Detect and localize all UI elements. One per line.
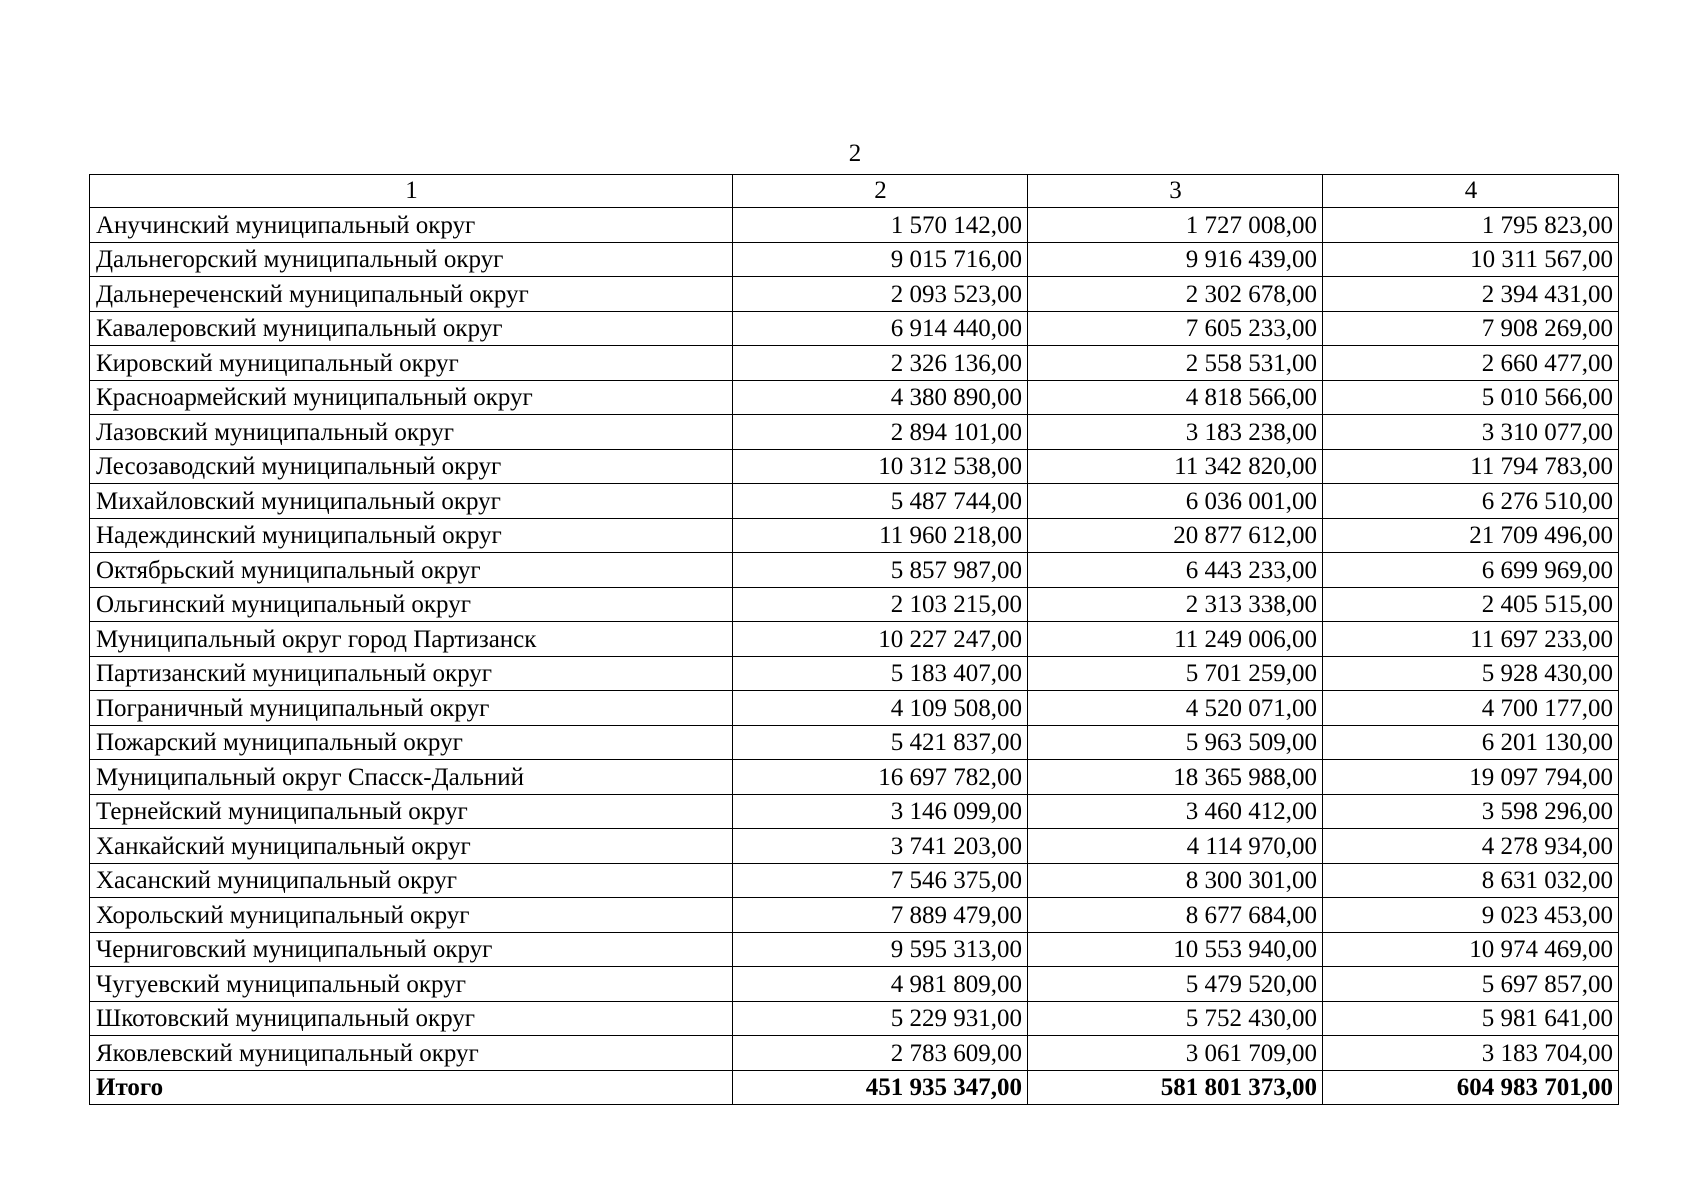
amount-cell: 11 960 218,00 [733, 518, 1028, 553]
amount-cell: 11 794 783,00 [1323, 449, 1619, 484]
district-name-cell: Ханкайский муниципальный округ [90, 829, 733, 864]
amount-cell: 7 546 375,00 [733, 863, 1028, 898]
amount-cell: 4 380 890,00 [733, 380, 1028, 415]
amount-cell: 2 103 215,00 [733, 587, 1028, 622]
total-label-cell: Итого [90, 1070, 733, 1105]
amount-cell: 7 908 269,00 [1323, 311, 1619, 346]
column-number-header: 2 [733, 175, 1028, 208]
amount-cell: 10 974 469,00 [1323, 932, 1619, 967]
amount-cell: 6 699 969,00 [1323, 553, 1619, 588]
table-row [90, 967, 1619, 1002]
district-name-cell: Дальнереченский муниципальный округ [90, 277, 733, 312]
amount-cell: 6 914 440,00 [733, 311, 1028, 346]
amount-cell: 5 487 744,00 [733, 484, 1028, 519]
amount-cell: 6 276 510,00 [1323, 484, 1619, 519]
amount-cell: 5 183 407,00 [733, 656, 1028, 691]
amount-cell: 8 300 301,00 [1028, 863, 1323, 898]
amount-cell: 3 741 203,00 [733, 829, 1028, 864]
table-row [90, 1001, 1619, 1036]
table-row [90, 449, 1619, 484]
district-name-cell: Пограничный муниципальный округ [90, 691, 733, 726]
district-name-cell: Надеждинский муниципальный округ [90, 518, 733, 553]
allocation-table [89, 174, 1619, 1105]
district-name-cell: Пожарский муниципальный округ [90, 725, 733, 760]
district-name-cell: Хорольский муниципальный округ [90, 898, 733, 933]
column-number-header: 3 [1028, 175, 1323, 208]
amount-cell: 4 520 071,00 [1028, 691, 1323, 726]
page-number: 2 [848, 140, 862, 167]
amount-cell: 9 015 716,00 [733, 242, 1028, 277]
table-row [90, 1036, 1619, 1071]
district-name-cell: Чугуевский муниципальный округ [90, 967, 733, 1002]
amount-cell: 3 146 099,00 [733, 794, 1028, 829]
amount-cell: 2 093 523,00 [733, 277, 1028, 312]
table-row [90, 932, 1619, 967]
amount-cell: 9 916 439,00 [1028, 242, 1323, 277]
amount-cell: 5 701 259,00 [1028, 656, 1323, 691]
table-row [90, 656, 1619, 691]
amount-cell: 4 981 809,00 [733, 967, 1028, 1002]
amount-cell: 19 097 794,00 [1323, 760, 1619, 795]
amount-cell: 16 697 782,00 [733, 760, 1028, 795]
amount-cell: 10 227 247,00 [733, 622, 1028, 657]
amount-cell: 5 421 837,00 [733, 725, 1028, 760]
table-row [90, 415, 1619, 450]
table-row [90, 691, 1619, 726]
column-number-header: 1 [90, 175, 733, 208]
district-name-cell: Хасанский муниципальный округ [90, 863, 733, 898]
table-row [90, 518, 1619, 553]
column-number-row [90, 175, 1619, 208]
amount-cell: 3 460 412,00 [1028, 794, 1323, 829]
amount-cell: 7 605 233,00 [1028, 311, 1323, 346]
table-row [90, 553, 1619, 588]
district-name-cell: Красноармейский муниципальный округ [90, 380, 733, 415]
amount-cell: 6 036 001,00 [1028, 484, 1323, 519]
amount-cell: 5 697 857,00 [1323, 967, 1619, 1002]
amount-cell: 10 311 567,00 [1323, 242, 1619, 277]
amount-cell: 5 963 509,00 [1028, 725, 1323, 760]
amount-cell: 2 783 609,00 [733, 1036, 1028, 1071]
district-name-cell: Муниципальный округ город Партизанск [90, 622, 733, 657]
table-row [90, 898, 1619, 933]
amount-cell: 1 727 008,00 [1028, 208, 1323, 243]
total-row [90, 1070, 1619, 1105]
amount-cell: 5 928 430,00 [1323, 656, 1619, 691]
amount-cell: 9 023 453,00 [1323, 898, 1619, 933]
amount-cell: 2 405 515,00 [1323, 587, 1619, 622]
amount-cell: 10 553 940,00 [1028, 932, 1323, 967]
district-name-cell: Яковлевский муниципальный округ [90, 1036, 733, 1071]
amount-cell: 3 061 709,00 [1028, 1036, 1323, 1071]
district-name-cell: Муниципальный округ Спасск-Дальний [90, 760, 733, 795]
amount-cell: 5 479 520,00 [1028, 967, 1323, 1002]
amount-cell: 3 183 238,00 [1028, 415, 1323, 450]
amount-cell: 10 312 538,00 [733, 449, 1028, 484]
district-name-cell: Ольгинский муниципальный округ [90, 587, 733, 622]
amount-cell: 11 249 006,00 [1028, 622, 1323, 657]
table-row [90, 760, 1619, 795]
table-row [90, 587, 1619, 622]
table-row [90, 277, 1619, 312]
amount-cell: 2 894 101,00 [733, 415, 1028, 450]
amount-cell: 2 394 431,00 [1323, 277, 1619, 312]
table-row [90, 346, 1619, 381]
table-row [90, 725, 1619, 760]
amount-cell: 6 443 233,00 [1028, 553, 1323, 588]
amount-cell: 5 857 987,00 [733, 553, 1028, 588]
amount-cell: 2 558 531,00 [1028, 346, 1323, 381]
district-name-cell: Октябрьский муниципальный округ [90, 553, 733, 588]
amount-cell: 5 981 641,00 [1323, 1001, 1619, 1036]
amount-cell: 11 342 820,00 [1028, 449, 1323, 484]
table-row [90, 794, 1619, 829]
total-amount-cell: 581 801 373,00 [1028, 1070, 1323, 1105]
table-row [90, 311, 1619, 346]
amount-cell: 4 700 177,00 [1323, 691, 1619, 726]
amount-cell: 21 709 496,00 [1323, 518, 1619, 553]
amount-cell: 1 570 142,00 [733, 208, 1028, 243]
district-name-cell: Лесозаводский муниципальный округ [90, 449, 733, 484]
district-name-cell: Кавалеровский муниципальный округ [90, 311, 733, 346]
district-name-cell: Тернейский муниципальный округ [90, 794, 733, 829]
amount-cell: 7 889 479,00 [733, 898, 1028, 933]
table-row [90, 484, 1619, 519]
total-amount-cell: 451 935 347,00 [733, 1070, 1028, 1105]
district-name-cell: Шкотовский муниципальный округ [90, 1001, 733, 1036]
table-row [90, 622, 1619, 657]
amount-cell: 3 183 704,00 [1323, 1036, 1619, 1071]
amount-cell: 3 310 077,00 [1323, 415, 1619, 450]
district-name-cell: Анучинский муниципальный округ [90, 208, 733, 243]
amount-cell: 6 201 130,00 [1323, 725, 1619, 760]
table-body [90, 208, 1619, 1105]
amount-cell: 2 660 477,00 [1323, 346, 1619, 381]
table-row [90, 242, 1619, 277]
table-row [90, 380, 1619, 415]
amount-cell: 4 109 508,00 [733, 691, 1028, 726]
amount-cell: 8 677 684,00 [1028, 898, 1323, 933]
amount-cell: 5 752 430,00 [1028, 1001, 1323, 1036]
amount-cell: 3 598 296,00 [1323, 794, 1619, 829]
amount-cell: 4 114 970,00 [1028, 829, 1323, 864]
table-row [90, 829, 1619, 864]
amount-cell: 18 365 988,00 [1028, 760, 1323, 795]
district-name-cell: Лазовский муниципальный округ [90, 415, 733, 450]
amount-cell: 2 326 136,00 [733, 346, 1028, 381]
amount-cell: 2 313 338,00 [1028, 587, 1323, 622]
amount-cell: 8 631 032,00 [1323, 863, 1619, 898]
amount-cell: 1 795 823,00 [1323, 208, 1619, 243]
table-row [90, 208, 1619, 243]
amount-cell: 4 818 566,00 [1028, 380, 1323, 415]
total-amount-cell: 604 983 701,00 [1323, 1070, 1619, 1105]
amount-cell: 5 229 931,00 [733, 1001, 1028, 1036]
district-name-cell: Михайловский муниципальный округ [90, 484, 733, 519]
district-name-cell: Дальнегорский муниципальный округ [90, 242, 733, 277]
amount-cell: 4 278 934,00 [1323, 829, 1619, 864]
table-row [90, 863, 1619, 898]
amount-cell: 5 010 566,00 [1323, 380, 1619, 415]
amount-cell: 2 302 678,00 [1028, 277, 1323, 312]
column-number-header: 4 [1323, 175, 1619, 208]
amount-cell: 9 595 313,00 [733, 932, 1028, 967]
district-name-cell: Кировский муниципальный округ [90, 346, 733, 381]
amount-cell: 20 877 612,00 [1028, 518, 1323, 553]
district-name-cell: Партизанский муниципальный округ [90, 656, 733, 691]
district-name-cell: Черниговский муниципальный округ [90, 932, 733, 967]
amount-cell: 11 697 233,00 [1323, 622, 1619, 657]
